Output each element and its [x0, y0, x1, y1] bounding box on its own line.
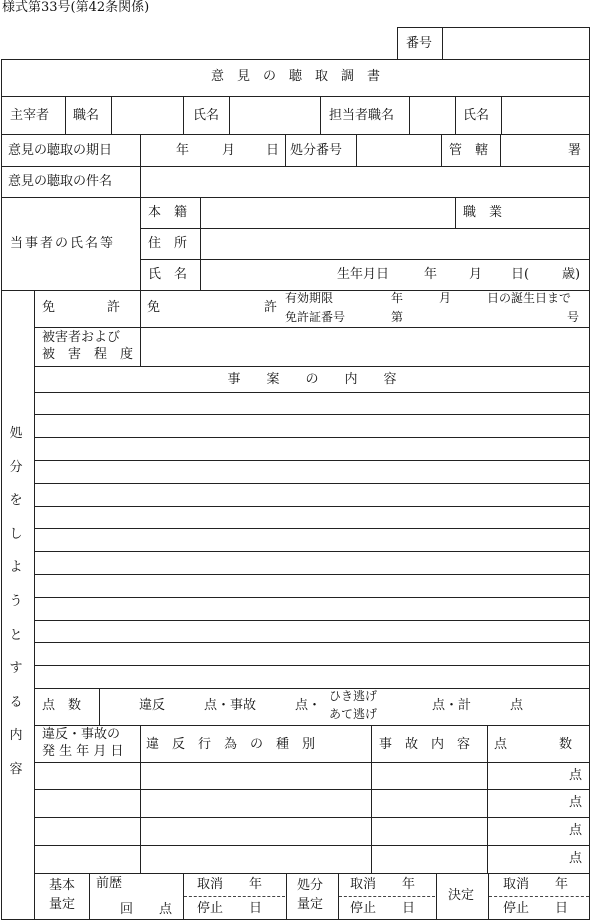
occupation-label: 職 業	[463, 205, 503, 220]
hearing-year: 年	[176, 143, 190, 158]
license-no-prefix: 第	[391, 310, 404, 324]
date-col-2: 発 生 年 月 日	[42, 744, 124, 759]
organizer-position-label: 職名	[73, 108, 100, 123]
disposition-no-label: 処分番号	[290, 143, 343, 158]
valid-label: 有効期限	[285, 291, 334, 305]
score-header: 点 数	[494, 737, 573, 752]
vertical-label-char: を	[9, 493, 23, 509]
point-unit-3: 点	[569, 823, 583, 838]
cancel-label-1: 取消 年	[197, 877, 263, 892]
staff-name-label: 氏名	[463, 108, 490, 123]
vertical-label-char: 容	[9, 761, 23, 777]
case-name-label: 意見の聴取の件名	[8, 174, 113, 189]
hearing-day: 日	[266, 143, 280, 158]
decision-label: 決定	[448, 888, 475, 903]
base-label-1: 基本	[49, 878, 76, 893]
vertical-label-char: る	[9, 694, 23, 710]
cancel-label-3: 取消 年	[503, 877, 569, 892]
disp-label-2: 量定	[297, 897, 324, 912]
birth-label: 生年月日	[337, 267, 390, 282]
victim-label-2: 被 害 程 度	[42, 347, 134, 362]
hit-run-1: ひき逃げ	[329, 689, 378, 703]
vertical-label-char: し	[9, 526, 23, 542]
suspend-label-3: 停止 日	[503, 901, 569, 916]
organizer-name-label: 氏名	[193, 108, 220, 123]
domicile-label: 本 籍	[148, 205, 188, 220]
license-label: 免 許	[42, 300, 121, 315]
staff-position-label: 担当者職名	[329, 108, 395, 123]
organizer-label: 主宰者	[10, 108, 50, 123]
vertical-label-char: す	[9, 661, 23, 677]
point-unit-4: 点	[569, 851, 583, 866]
form-caption: 様式第33号(第42条関係)	[2, 0, 150, 15]
points-total: 点・計 点	[432, 698, 524, 713]
jurisdiction-label: 管 轄	[449, 143, 489, 158]
valid-date: 年 月 日の誕生日まで	[391, 291, 572, 305]
facts-header: 事 案 の 内 容	[227, 372, 397, 387]
birth-month: 月	[469, 267, 483, 282]
party-name-label: 氏 名	[148, 267, 188, 282]
license-no-label: 免許証番号	[285, 310, 346, 324]
history-label: 前歴	[96, 876, 123, 891]
birth-day: 日(	[511, 267, 530, 282]
station-suffix: 署	[568, 143, 582, 158]
address-label: 住 所	[148, 236, 188, 251]
suspend-label-2: 停止 日	[350, 901, 416, 916]
vertical-label-char: と	[9, 627, 23, 643]
birth-year: 年	[424, 267, 438, 282]
times-label: 回 点	[120, 902, 173, 917]
vertical-label-char: 内	[9, 728, 23, 744]
party-label: 当事者の氏名等	[10, 236, 116, 251]
hit-run-2: あて逃げ	[329, 707, 378, 721]
hearing-date-label: 意見の聴取の期日	[8, 143, 113, 158]
base-label-2: 量定	[49, 897, 76, 912]
page-title: 意 見 の 聴 取 調 書	[210, 69, 380, 84]
points-label: 点 数	[42, 698, 82, 713]
vertical-label-char: う	[9, 593, 23, 609]
number-field[interactable]	[444, 29, 587, 57]
vertical-label-char: 処	[9, 426, 23, 441]
violation-type-header: 違 反 行 為 の 種 別	[146, 737, 316, 752]
vertical-label-char: よ	[9, 560, 23, 576]
point-unit-2: 点	[569, 795, 583, 810]
cancel-label-2: 取消 年	[350, 877, 416, 892]
victim-label-1: 被害者および	[42, 330, 121, 345]
date-col-1: 違反・事故の	[42, 727, 121, 742]
license-inner-label: 免 許	[147, 300, 278, 315]
number-label: 番号	[406, 36, 433, 51]
suspend-label-1: 停止 日	[197, 901, 263, 916]
accident-header: 事 故 内 容	[379, 737, 471, 752]
vertical-label-char: 分	[9, 459, 23, 475]
point-unit-1: 点	[569, 768, 583, 783]
license-no-suffix: 号	[567, 310, 580, 324]
disposition-vertical-label	[4, 426, 28, 796]
age-label: 歳)	[562, 267, 581, 282]
violation-points: 違反 点・事故 点・	[139, 698, 322, 713]
disp-label-1: 処分	[297, 878, 324, 893]
hearing-month: 月	[222, 143, 236, 158]
